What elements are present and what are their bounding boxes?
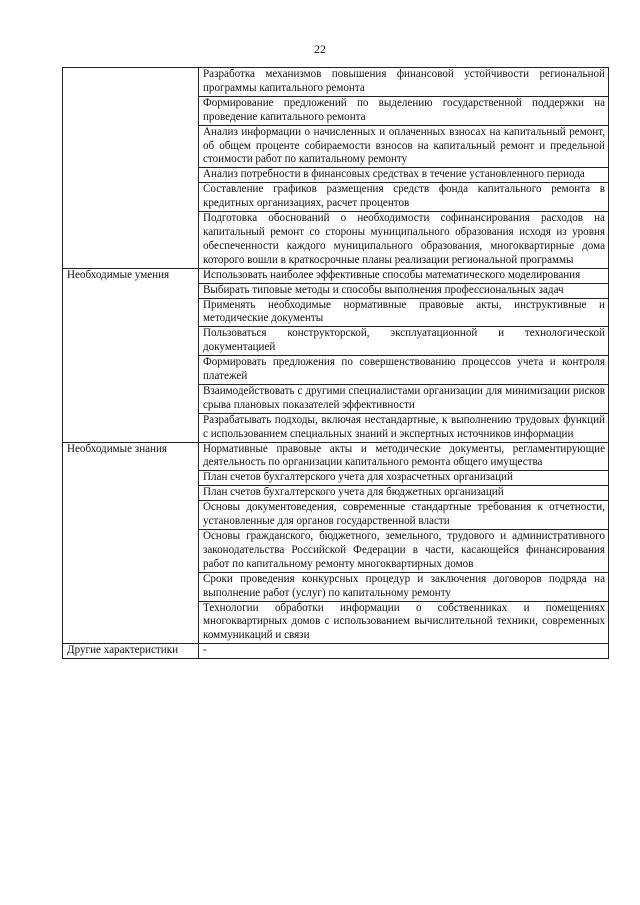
table-cell: План счетов бухгалтерского учета для бюджетных организаций (199, 486, 609, 501)
table-cell: Пользоваться конструкторской, эксплуатационной и технологической документацией (199, 327, 609, 356)
table-cell: План счетов бухгалтерского учета для хозрасчетных организаций (199, 471, 609, 486)
table-cell: Сроки проведения конкурсных процедур и заключения договоров подряда на выполнение работ (услуг) по капитальному ремонту (199, 572, 609, 601)
table-cell: Разработка механизмов повышения финансовой устойчивости региональной программы капитального ремонта (199, 68, 609, 97)
table-cell: Нормативные правовые акты и методические документы, регламентирующие деятельность по организации капитального ремонта общего имущества (199, 442, 609, 471)
table-cell: Формирование предложений по выделению государственной поддержки на проведение капитального ремонта (199, 96, 609, 125)
table-cell: Технологии обработки информации о собственниках и помещениях многоквартирных домов с использованием вычислительной техники, современных коммуникаций и связи (199, 601, 609, 644)
table-cell: Использовать наиболее эффективные способы математического моделирования (199, 268, 609, 283)
table-row (63, 68, 609, 97)
table-cell: Взаимодействовать с другими специалистами организации для минимизации рисков срыва плановых показателей эффективности (199, 384, 609, 413)
table-cell: Разрабатывать подходы, включая нестандартные, к выполнению трудовых функций с использованием специальных знаний и экспертных источников информации (199, 413, 609, 442)
row-label-other: Другие характеристики (63, 644, 199, 659)
row-label-skills: Необходимые умения (63, 268, 199, 442)
table-cell: Формировать предложения по совершенствованию процессов учета и контроля платежей (199, 356, 609, 385)
table-cell: - (199, 644, 609, 659)
table-cell: Анализ информации о начисленных и оплаченных взносах на капитальный ремонт, об общем проценте собираемости взносов на капитальный ремонт и предельной стоимости работ по капитальному ремонту (199, 125, 609, 168)
table-row (63, 644, 609, 659)
table-cell: Выбирать типовые методы и способы выполнения профессиональных задач (199, 283, 609, 298)
characteristics-table (62, 67, 609, 659)
table-cell: Анализ потребности в финансовых средствах в течение установленного периода (199, 168, 609, 183)
table-row (63, 442, 609, 471)
table-cell: Основы документоведения, современные стандартные требования к отчетности, установленные для органов государственной власти (199, 501, 609, 530)
table-cell: Применять необходимые нормативные правовые акты, инструктивные и методические документы (199, 298, 609, 327)
table-cell: Подготовка обоснований о необходимости софинансирования расходов на капитальный ремонт со стороны муниципального образования исходя из уровня обеспеченности каждого муниципального образования, многоквартирные дома которого вошли в краткосрочные планы реализации региональной программы (199, 212, 609, 269)
row-label (63, 68, 199, 269)
row-label-knowledge: Необходимые знания (63, 442, 199, 644)
table-cell: Основы гражданского, бюджетного, земельного, трудового и административного законодательства Российской Федерации в части, касающейся финансирования работ по капитальному ремонту многоквартирных домов (199, 530, 609, 573)
table-row (63, 268, 609, 283)
page-number: 22 (314, 42, 326, 56)
table-cell: Составление графиков размещения средств фонда капитального ремонта в кредитных организациях, расчет процентов (199, 183, 609, 212)
